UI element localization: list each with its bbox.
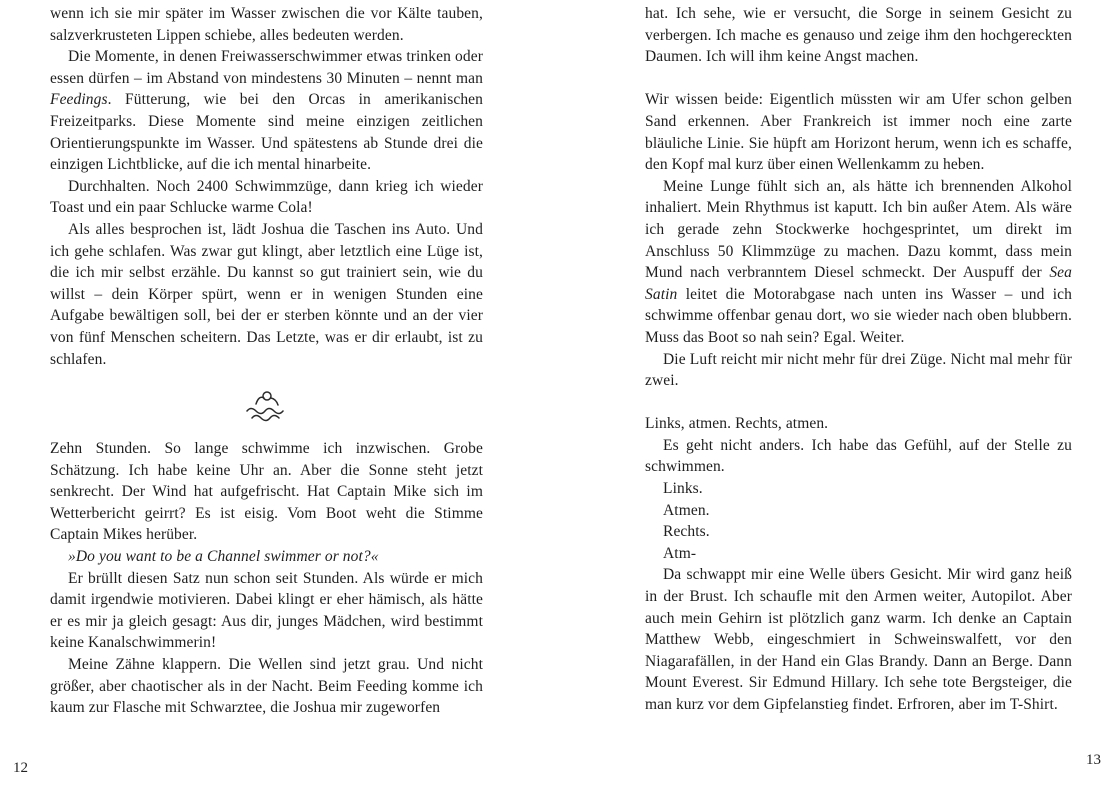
paragraph — [645, 413, 1072, 435]
body-text: Die Luft reicht mir nicht mehr für drei Züge. Nicht mal mehr für zwei. — [645, 350, 1072, 390]
paragraph — [645, 435, 1072, 478]
body-text: Atm- — [663, 544, 697, 562]
body-text: Meine Zähne klappern. Die Wellen sind jetzt grau. Und nicht größer, aber chaotischer als in der Nacht. Beim Feeding komme ich kaum zur Flasche mit Schwarztee, die Joshua mir zugeworfen — [50, 656, 483, 717]
body-text: Es geht nicht anders. Ich habe das Gefühl, auf der Stelle zu schwimmen. — [645, 436, 1072, 476]
page-left-text — [50, 3, 483, 719]
paragraph — [50, 546, 483, 568]
body-text: Als alles besprochen ist, lädt Joshua die Taschen ins Auto. Und ich gehe schlafen. Was zwar gut klingt, aber letztlich eine Lüge ist, die ich mir selbst erzähle. Du kannst so gut trainiert sein, wie du willst – dein Körper spürt, wenn er in wenigen Stunden eine Aufgabe bewältigen soll, bei der er sterben könnte und an der vier von fünf Menschen scheitern. Das Letzte, was er dir erlaubt, ist zu schlafen. — [50, 220, 483, 368]
paragraph — [50, 219, 483, 370]
paragraph — [645, 176, 1072, 349]
paragraph — [50, 3, 483, 46]
paragraph-spacer — [645, 68, 1072, 90]
body-text: Rechts. — [663, 523, 710, 541]
paragraph — [645, 89, 1072, 175]
paragraph — [50, 654, 483, 719]
paragraph — [645, 478, 1072, 500]
body-text: leitet die Motorabgase nach unten ins Wasser – und ich schwimme offenbar genau dort, wo sie wieder nach oben blubbern. Muss das Boot so nah sein? Egal. Weiter. — [645, 285, 1072, 346]
italic-text: Feedings — [50, 91, 108, 109]
body-text: wenn ich sie mir später im Wasser zwischen die vor Kälte tauben, salzverkrusteten Lippen schiebe, alles bedeuten werden. — [50, 5, 483, 44]
body-text: Zehn Stunden. So lange schwimme ich inzwischen. Grobe Schätzung. Ich habe keine Uhr an. Aber die Sonne steht jetzt senkrecht. Der Wind hat aufgefrischt. Hat Captain Mike sich im Wetterbericht geirrt? Es ist eisig. Vom Boot weht die Stimme Captain Mikes herüber. — [50, 440, 483, 544]
italic-text: »Do you want to be a Channel swimmer or not?« — [68, 548, 379, 566]
body-text: Er brüllt diesen Satz nun schon seit Stunden. Als würde er mich damit irgendwie motivieren. Dabei klingt er eher hämisch, als hätte er es mir ja gleich gesagt: Aus dir, junges Mädchen, wird bestimmt keine Kanalschwimmerin! — [50, 569, 483, 652]
page-number-left: 12 — [13, 760, 28, 776]
body-text: Meine Lunge fühlt sich an, als hätte ich brennenden Alkohol inhaliert. Mein Rhythmus ist kaputt. Ich bin außer Atem. Als wäre ich gerade zehn Stockwerke hochgesprintet, um direkt im Anschluss 50 Klimmzüge zu machen. Dazu kommt, dass mein Mund nach verbranntem Diesel schmeckt. Der Auspuff der — [645, 177, 1072, 282]
paragraph — [645, 521, 1072, 543]
paragraph — [50, 46, 483, 176]
body-text: Durchhalten. Noch 2400 Schwimmzüge, dann krieg ich wieder Toast und ein paar Schlucke warme Cola! — [50, 177, 483, 217]
paragraph — [50, 568, 483, 654]
body-text: Wir wissen beide: Eigentlich müssten wir am Ufer schon gelben Sand erkennen. Aber Frankreich ist immer noch eine zarte bläuliche Linie. Sie hüpft am Horizont herum, wenn ich es schaffe, den Kopf mal kurz über einen Wellenkamm zu heben. — [645, 91, 1072, 174]
paragraph — [645, 564, 1072, 715]
paragraph — [50, 176, 483, 219]
body-text: Links. — [663, 480, 703, 498]
paragraph — [645, 3, 1072, 68]
body-text: Atmen. — [663, 501, 710, 519]
paragraph-spacer — [645, 392, 1072, 414]
body-text: Die Momente, in denen Freiwasserschwimmer etwas trinken oder essen dürfen – im Abstand von mindestens 30 Minuten – nennt man — [50, 48, 483, 87]
swimmer-waves-icon — [244, 387, 290, 423]
paragraph — [50, 438, 483, 546]
body-text: Da schwappt mir eine Welle übers Gesicht. Mir wird ganz heiß in der Brust. Ich schaufle mit den Armen weiter, Autopilot. Aber auch mein Gehirn ist plötzlich ganz warm. Ich denke an Captain Matthew Webb, eingeschmiert in Schweinswalfett, vor den Niagarafällen, in der Hand ein Glas Brandy. Dann an Berge. Dann Mount Everest. Sir Edmund Hillary. Ich sehe tote Bergsteiger, die man kurz vor dem Gipfelanstieg findet. Erfroren, aber im T-Shirt. — [645, 566, 1072, 713]
page-right-text — [645, 3, 1072, 716]
swimmer-ornament — [50, 370, 483, 438]
body-text: . Fütterung, wie bei den Orcas in amerikanischen Freizeitparks. Diese Momente sind meine einzigen zeitlichen Orientierungspunkte im Wasser. Und spätestens ab Stunde drei die einzigen Lichtblicke, auf die ich mental hinarbeite. — [50, 91, 483, 174]
body-text: hat. Ich sehe, wie er versucht, die Sorge in seinem Gesicht zu verbergen. Ich mache es genauso und zeige ihm den hochgereckten Daumen. Ich will ihm keine Angst machen. — [645, 5, 1072, 66]
page-number-right: 13 — [1086, 752, 1101, 768]
paragraph — [645, 500, 1072, 522]
paragraph — [645, 543, 1072, 565]
body-text: Links, atmen. Rechts, atmen. — [645, 415, 829, 433]
italic-text: Sea Satin — [645, 264, 1072, 303]
paragraph — [645, 349, 1072, 392]
